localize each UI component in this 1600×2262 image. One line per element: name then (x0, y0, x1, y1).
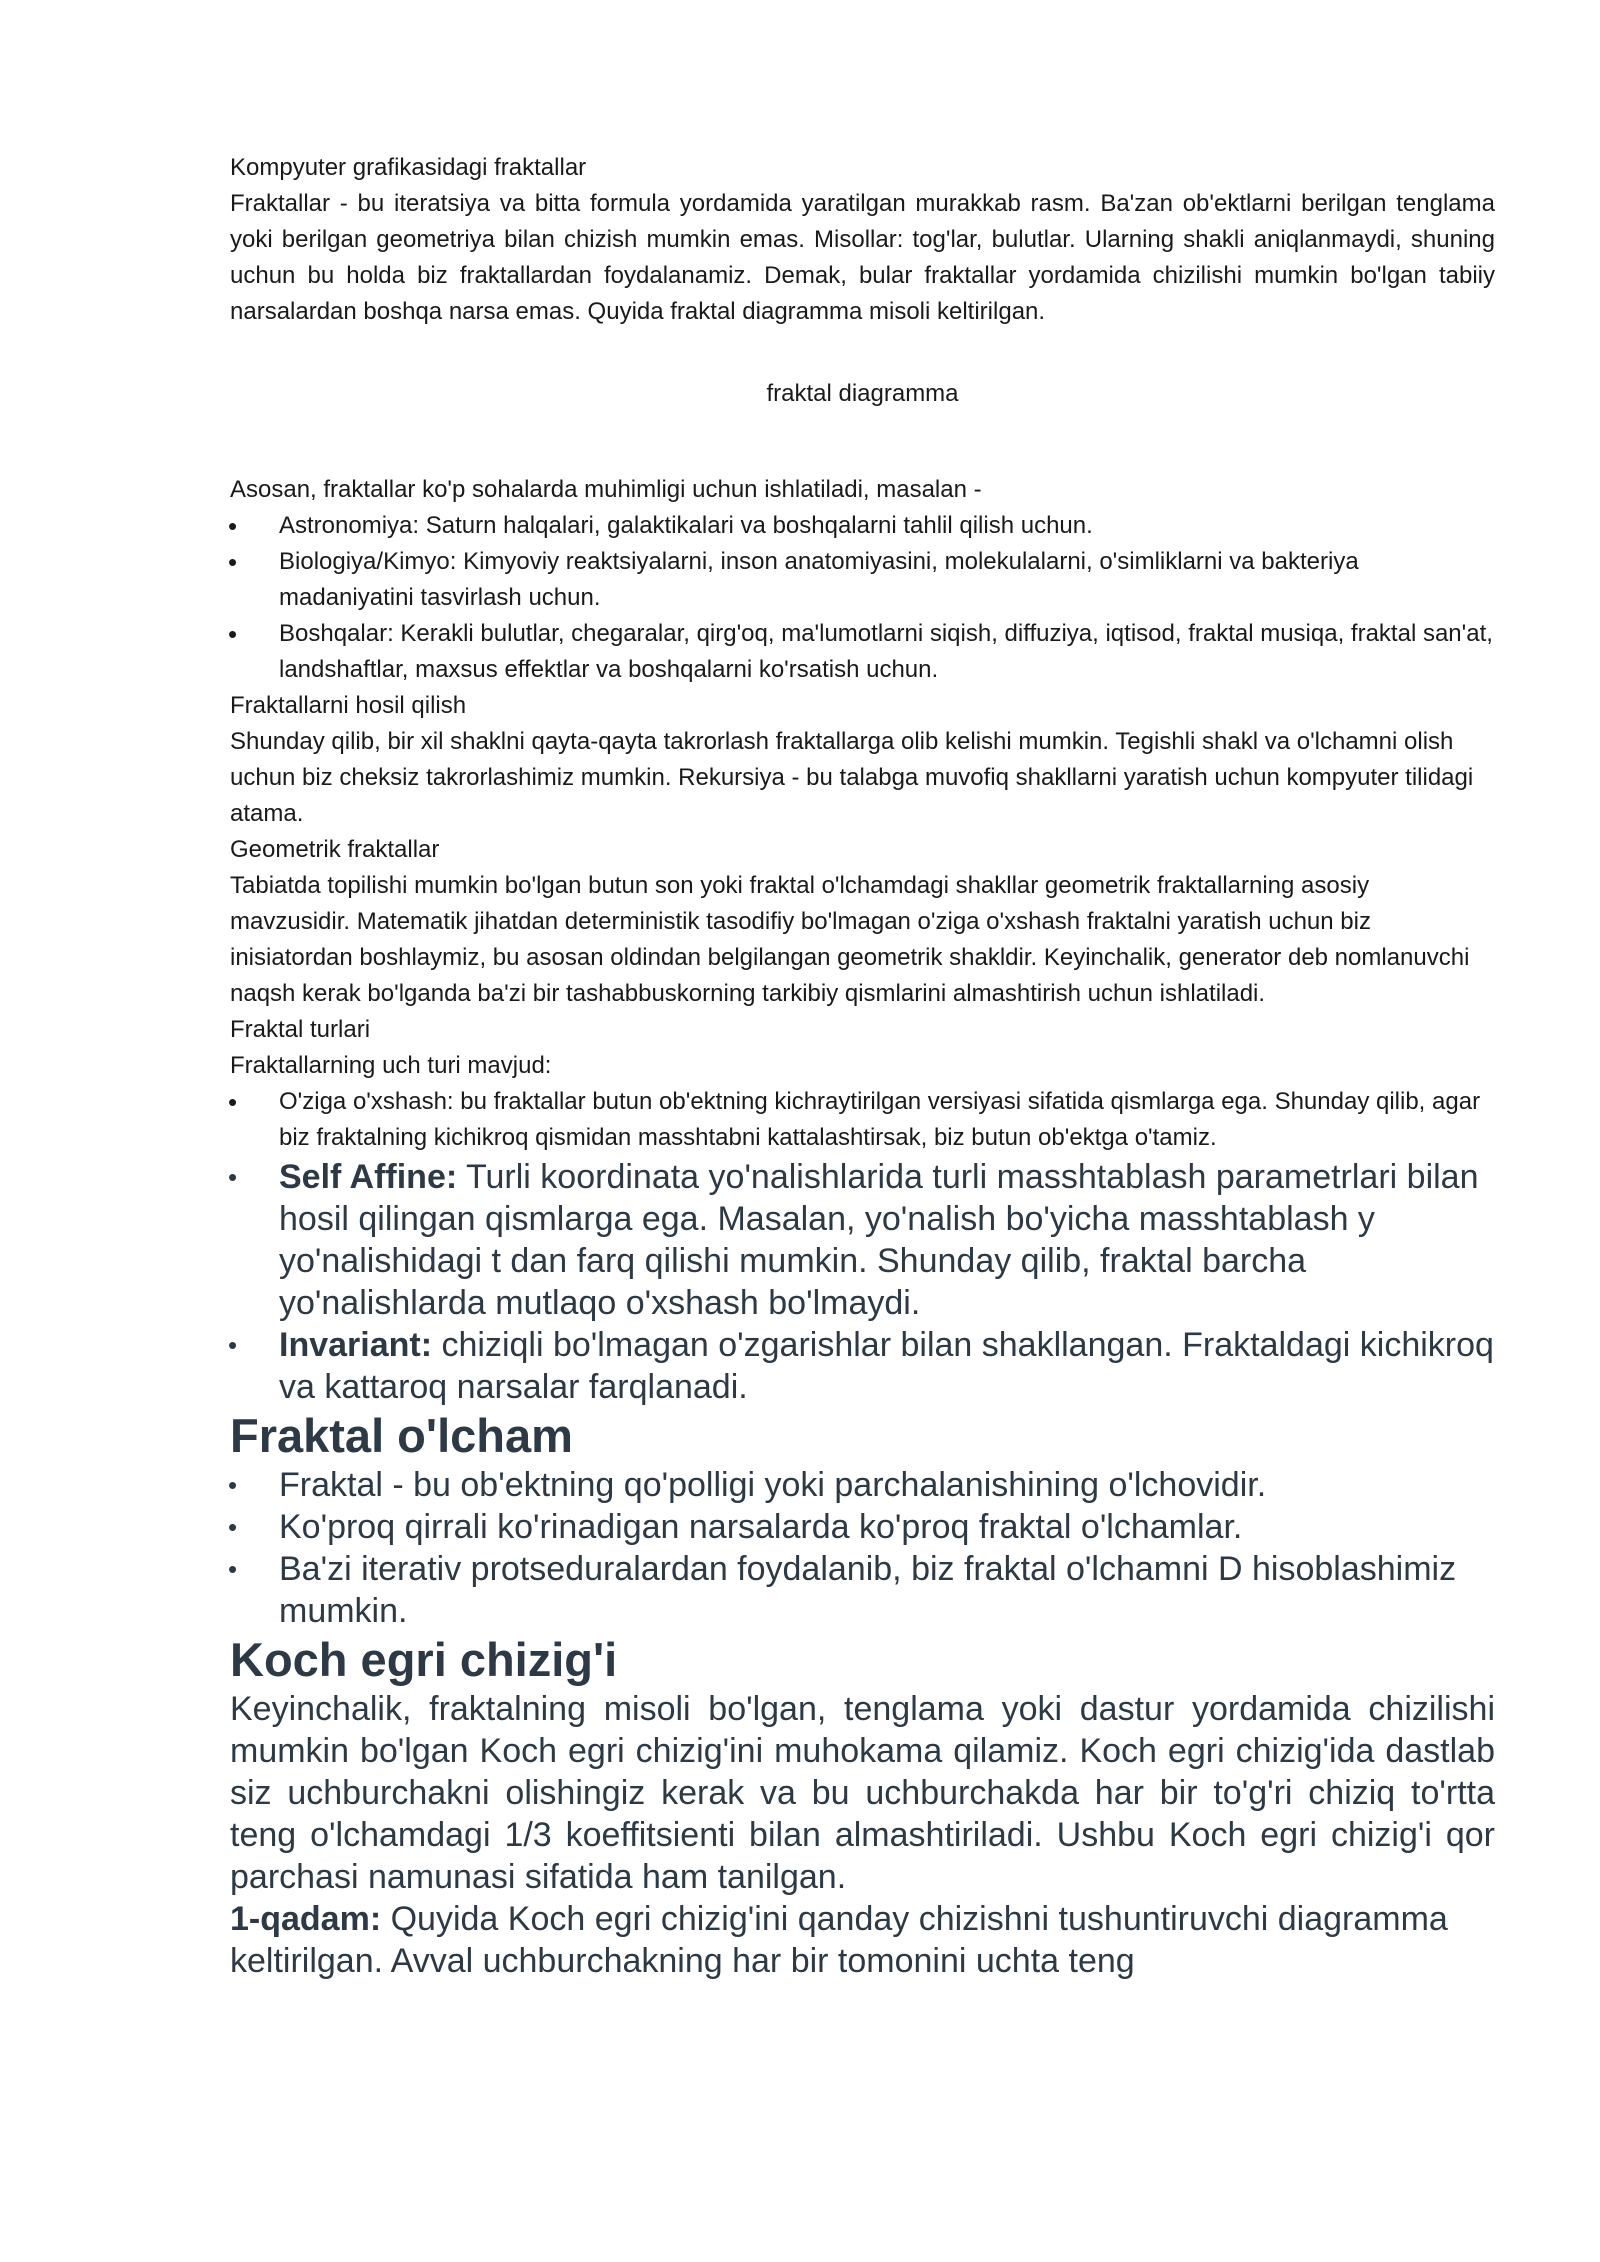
list-item-self-affine (230, 1156, 1495, 1324)
koch-paragraph: Keyinchalik, fraktalning misoli bo'lgan, tenglama yoki dastur yordamida chizilishi mumkin bo'lgan Koch egri chizig'ini muhokama qilamiz. Koch egri chizig'ida dastlab siz uchburchakni olishingiz kerak va bu uchburchakda har bir to'g'ri chiziq to'rtta teng o'lchamdagi 1/3 koeffitsienti bilan almashtiriladi. Ushbu Koch egri chizig'i qor parchasi namunasi sifatida ham tanilgan. (230, 1690, 1495, 1896)
step-text: Quyida Koch egri chizig'ini qanday chizishni tushuntiruvchi diagramma keltirilgan. Avval uchburchakning har bir tomonini uchta teng (230, 1900, 1448, 1980)
list-item-text: Turli koordinata yo'nalishlarida turli masshtablash parametrlari bilan hosil qilingan qismlarga ega. Masalan, yo'nalish bo'yicha masshtablash y yo'nalishidagi t dan farq qilishi mumkin. Shunday qilib, fraktal barcha yo'nalishlarda mutlaqo o'xshash bo'lmaydi. (279, 1158, 1479, 1322)
list-item-text: chiziqli bo'lmagan o'zgarishlar bilan shakllangan. Fraktaldagi kichikroq va kattaroq narsalar farqlanadi. (279, 1326, 1494, 1406)
step-lead: 1-qadam: (230, 1900, 382, 1938)
list-item: • Fraktal - bu ob'ektning qo'polligi yoki parchalanishining o'lchovidir. (230, 1464, 1495, 1506)
list-item-lead: Invariant: (279, 1326, 433, 1364)
section-heading-dimension: Fraktal o'lcham (230, 1409, 573, 1462)
koch-step-paragraph (230, 1898, 1495, 1982)
applications-intro: Asosan, fraktallar ko'p sohalarda muhimligi uchun ishlatiladi, masalan - (230, 476, 982, 503)
figure-caption: fraktal diagramma (766, 380, 959, 407)
generation-paragraph: Shunday qilib, bir xil shaklni qayta-qayta takrorlash fraktallarga olib kelishi mumkin. Tegishli shakl va o'lchamni olish uchun biz cheksiz takrorlashimiz mumkin. Rekursiya - bu talabga muvofiq shakllarni yaratish uchun kompyuter tilidagi atama. (230, 728, 1474, 827)
intro-section (230, 150, 1495, 412)
section-heading-intro: Kompyuter grafikasidagi fraktallar (230, 154, 587, 181)
koch-section (230, 1688, 1495, 1982)
intro-paragraph: Fraktallar - bu iteratsiya va bitta formula yordamida yaratilgan murakkab rasm. Ba'zan ob'ektlarni berilgan tenglama yoki berilgan geometriya bilan chizish mumkin emas. Misollar: tog'lar, bulutlar. Ularning shakli aniqlanmaydi, shuning uchun bu holda biz fraktallardan foydalanamiz. Demak, bular fraktallar yordamida chizilishi mumkin bo'lgan tabiiy narsalardan boshqa narsa emas. Quyida fraktal diagramma misoli keltirilgan. (230, 190, 1495, 325)
section-heading-types: Fraktal turlari (230, 1016, 371, 1043)
list-item-lead: Self Affine: (279, 1158, 458, 1196)
list-item: • Ba'zi iterativ protseduralardan foydalanib, biz fraktal o'lchamni D hisoblashimiz mumkin. (230, 1548, 1495, 1632)
section-heading-geometric: Geometrik fraktallar (230, 836, 440, 863)
list-item-invariant (230, 1324, 1495, 1408)
applications-section (230, 472, 1495, 1156)
list-item: • Biologiya/Kimyo: Kimyoviy reaktsiyalarni, inson anatomiyasini, molekulalarni, o'simliklarni va bakteriya madaniyatini tasvirlash uchun. (230, 544, 1495, 616)
list-item: • Astronomiya: Saturn halqalari, galaktikalari va boshqalarni tahlil qilish uchun. (230, 508, 1495, 544)
applications-list (230, 508, 1495, 688)
geometric-paragraph: Tabiatda topilishi mumkin bo'lgan butun son yoki fraktal o'lchamdagi shakllar geometrik fraktallarning asosiy mavzusidir. Matematik jihatdan deterministik tasodifiy bo'lmagan o'ziga o'xshash fraktalni yaratish uchun biz inisiatordan boshlaymiz, bu asosan oldindan belgilangan geometrik shakldir. Keyinchalik, generator deb nomlanuvchi naqsh kerak bo'lganda ba'zi bir tashabbuskorning tarkibiy qismlarini almashtirish uchun ishlatiladi. (230, 872, 1470, 1007)
section-heading-generation: Fraktallarni hosil qilish (230, 692, 467, 719)
dimension-list (230, 1464, 1495, 1632)
list-item: • Ko'proq qirrali ko'rinadigan narsalarda ko'proq fraktal o'lchamlar. (230, 1506, 1495, 1548)
list-item: • O'ziga o'xshash: bu fraktallar butun ob'ektning kichraytirilgan versiyasi sifatida qismlarga ega. Shunday qilib, agar biz fraktalning kichikroq qismidan masshtabni kattalashtirsak, biz butun ob'ektga o'tamiz. (230, 1084, 1495, 1156)
list-item: • Boshqalar: Kerakli bulutlar, chegaralar, qirg'oq, ma'lumotlarni siqish, diffuziya, iqtisod, fraktal musiqa, fraktal san'at, landshaftlar, maxsus effektlar va boshqalarni ko'rsatish uchun. (230, 616, 1495, 688)
types-intro: Fraktallarning uch turi mavjud: (230, 1052, 552, 1079)
section-heading-koch: Koch egri chizig'i (230, 1633, 618, 1686)
types-list-large (230, 1156, 1495, 1408)
types-list-small (230, 1084, 1495, 1156)
document-page (230, 150, 1495, 1982)
